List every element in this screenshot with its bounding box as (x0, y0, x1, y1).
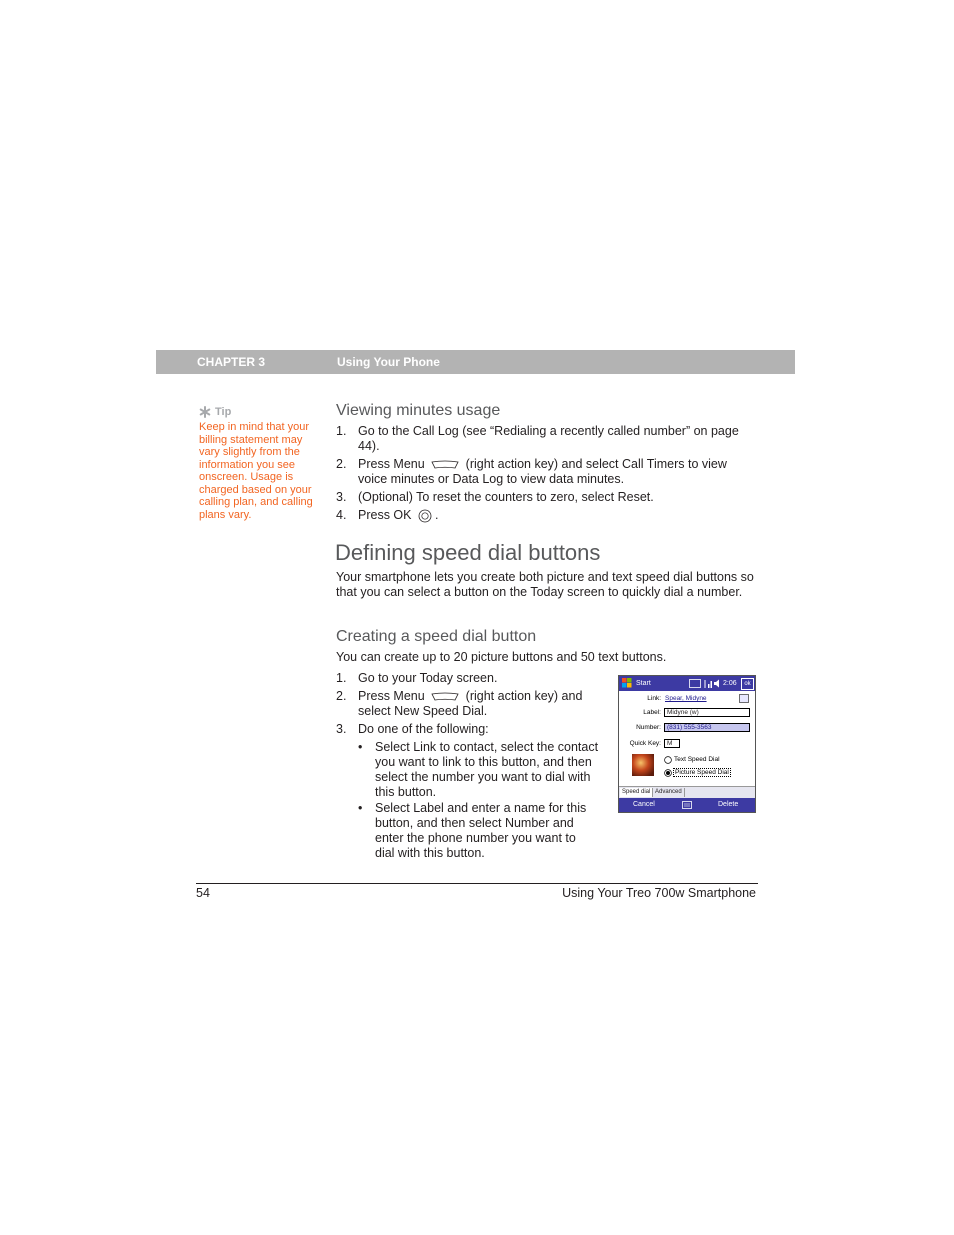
bullet: • (358, 740, 363, 754)
creating-steps-block (336, 671, 611, 803)
asterisk-icon (199, 406, 211, 418)
contact-picture[interactable] (632, 754, 654, 776)
step-text-pre: Press OK (358, 508, 412, 522)
tab-strip (619, 786, 755, 798)
step-text: (Optional) To reset the counters to zero, select Reset. (358, 490, 654, 504)
list-item (336, 671, 611, 686)
quick-key-label: Quick Key: (629, 740, 661, 747)
label-label: Label: (643, 709, 661, 716)
menu-key-icon (431, 460, 459, 469)
volume-icon (714, 679, 721, 688)
chapter-title: Using Your Phone (337, 355, 440, 369)
step-number: 4. (336, 508, 347, 522)
creating-speed-dial-heading: Creating a speed dial button (336, 628, 537, 645)
step-number: 3. (336, 722, 347, 736)
delete-softkey[interactable]: Delete (718, 801, 739, 808)
step-text-post: (right action key) and select New Speed Dial. (358, 689, 583, 718)
link-value[interactable]: Spear, Midyne (665, 695, 707, 702)
start-menu[interactable]: Start (636, 680, 651, 687)
keyboard-icon[interactable] (682, 801, 692, 809)
signal-icon (703, 679, 713, 688)
list-item (336, 424, 756, 454)
step-number: 3. (336, 490, 347, 504)
picture-speed-dial-radio[interactable] (664, 769, 672, 777)
number-label: Number: (636, 724, 661, 731)
picture-speed-dial-option[interactable]: Picture Speed Dial (675, 769, 729, 776)
clock: 2:06 (723, 680, 737, 687)
number-field[interactable]: (831) 555-3563 (664, 723, 750, 732)
creating-intro-paragraph: You can create up to 20 picture buttons and 50 text buttons. (336, 650, 667, 664)
menu-key-icon (431, 692, 459, 701)
defining-intro-paragraph: Your smartphone lets you create both picture and text speed dial buttons so that you can select a button on the Today screen to quickly dial a number. (336, 570, 754, 599)
phone-title-bar (619, 676, 755, 691)
list-item (336, 457, 756, 487)
defining-speed-dial-heading: Defining speed dial buttons (335, 540, 601, 565)
step-number: 1. (336, 671, 347, 685)
list-item (336, 508, 756, 523)
bullet-text: Select Link to contact, select the contact you want to link to this button, and then select the number you want to dial with this button. (375, 740, 599, 799)
tip-label: Tip (215, 406, 232, 418)
chapter-number: CHAPTER 3 (197, 355, 266, 369)
footer-divider (196, 883, 758, 884)
list-item (358, 740, 611, 800)
label-field[interactable]: Midyne (w) (664, 708, 750, 717)
step-text: Do one of the following: (358, 722, 489, 736)
list-item (336, 722, 611, 800)
tab-advanced[interactable]: Advanced (653, 788, 685, 797)
data-status-icon (689, 679, 701, 688)
tip-heading (199, 406, 317, 418)
bullet-text: Select Label and enter a name for this button, and then select Number and enter the phone number you want to dial with this button. (375, 801, 587, 860)
cancel-softkey[interactable]: Cancel (633, 801, 655, 808)
step-number: 2. (336, 457, 347, 471)
link-label: Link: (647, 695, 661, 702)
viewing-minutes-heading: Viewing minutes usage (336, 402, 501, 419)
text-speed-dial-radio[interactable] (664, 756, 672, 764)
footer-title: Using Your Treo 700w Smartphone (562, 886, 756, 900)
list-item (336, 490, 756, 505)
contact-card-icon[interactable] (739, 694, 749, 703)
ok-button[interactable]: ok (741, 678, 754, 690)
step-text-post: . (434, 508, 439, 522)
creating-steps-list (336, 671, 611, 800)
viewing-steps-list (336, 424, 756, 526)
bullet: • (358, 801, 363, 815)
ok-key-icon (418, 509, 432, 523)
quick-key-field[interactable]: M (664, 739, 680, 748)
tip-text: Keep in mind that your billing statement may vary slightly from the information you see onscreen. Usage is charged based on your calling plan, and calling plans vary. (199, 421, 313, 521)
speed-dial-screenshot (618, 675, 756, 813)
list-item (336, 689, 611, 719)
step-text: Go to your Today screen. (358, 671, 498, 685)
windows-flag-icon (622, 678, 632, 688)
step-number: 2. (336, 689, 347, 703)
step-text-pre: Press Menu (358, 689, 425, 703)
options-bullet-list (358, 740, 611, 800)
step-text-pre: Press Menu (358, 457, 425, 471)
tip-sidebar (199, 406, 317, 521)
tab-speed-dial[interactable]: Speed dial (620, 788, 653, 797)
text-speed-dial-option[interactable]: Text Speed Dial (674, 756, 720, 763)
page-number: 54 (196, 886, 210, 900)
softkey-bar (619, 798, 755, 812)
step-number: 1. (336, 424, 347, 438)
chapter-header-bar (156, 350, 795, 374)
step-text-post: (right action key) and select Call Timers to view voice minutes or Data Log to view data minutes. (358, 457, 727, 486)
step-text: Go to the Call Log (see “Redialing a recently called number” on page 44). (358, 424, 739, 453)
